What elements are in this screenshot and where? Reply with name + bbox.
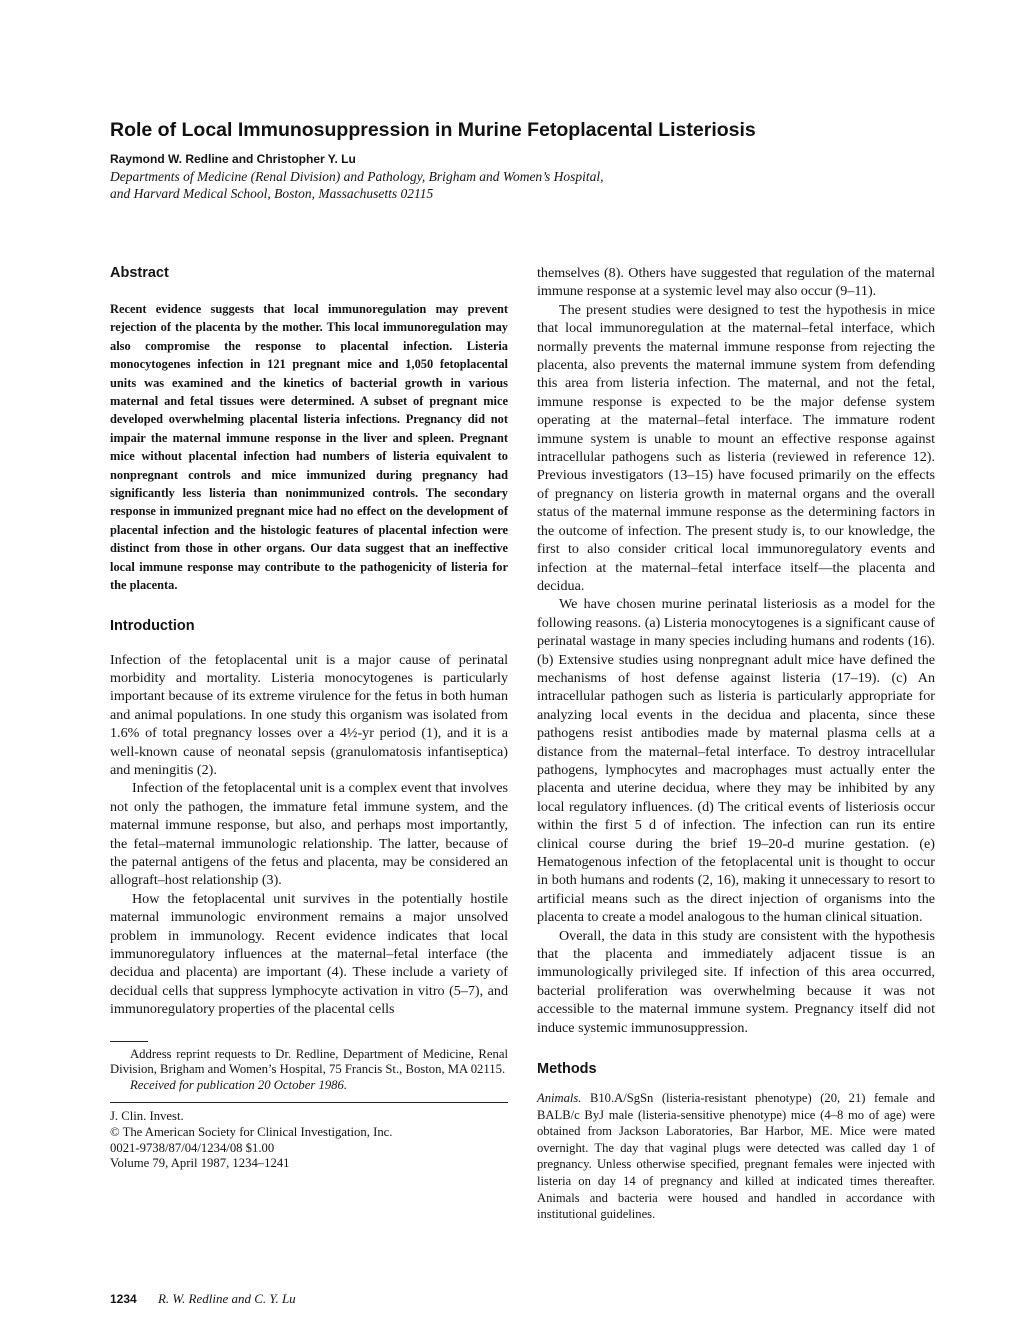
received-note: Received for publication 20 October 1986. [130,1078,348,1093]
article-title: Role of Local Immunosuppression in Murine Fetoplacental Listeriosis [110,119,756,141]
journal-line: J. Clin. Invest. [110,1109,184,1124]
methods-heading: Methods [537,1061,597,1078]
footnotes [110,1041,508,1173]
right-column [537,264,935,1223]
page-footer [110,1291,510,1307]
affiliation-line: and Harvard Medical School, Boston, Massachusetts 02115 [110,186,434,201]
running-authors: R. W. Redline and C. Y. Lu [157,1291,296,1306]
introduction-heading: Introduction [110,617,195,634]
left-column [110,264,508,1172]
body-paragraph: themselves (8). Others have suggested that regulation of the maternal immune response at a systemic level may also occur (9–11). [537,265,935,300]
page-number: 1234 [110,1292,137,1306]
body-paragraph: Overall, the data in this study are consistent with the hypothesis that the placenta and immediately adjacent tissue is an immunologically privileged site. If infection of this area occurred, bacterial proliferation was overwhelming because it was not accessible to the maternal immune system. Pregnancy itself did not induce systemic immunosuppression. [537,927,935,1036]
body-paragraph: The present studies were designed to test the hypothesis in mice that local immunoregulation at the maternal–fetal interface, which normally prevents the maternal immune response from rejecting the placenta, also prevents the maternal immune system from defending this area from listeria infection. The maternal, and not the fetal, immune response is expected to be the major defense system operating at the maternal–fetal interface. The immature rodent immune system is unable to mount an effective response against intracellular pathogens such as listeria (reviewed in reference 12). Previous investigators (13–15) have focused primarily on the effects of pregnancy on listeria growth in maternal organs and the overall status of the maternal immune response as the determining factors in the outcome of infection. The present study is, to our knowledge, the first to also consider critical local immunoregulatory events and infection at the maternal–fetal interface itself—the placenta and decidua. [537,301,935,594]
intro-paragraph: How the fetoplacental unit survives in the potentially hostile maternal immunologic environment remains a major unsolved problem in immunology. Recent evidence indicates that local immunoregulatory influences at the maternal–fetal interface (the decidua and placenta) are important (4). These include a variety of decidual cells that suppress lymphocyte activation in vitro (5–7), and immunoregulatory properties of the placental cells [110,890,508,1018]
reprint-note: Address reprint requests to Dr. Redline, Department of Medicine, Renal Division, Brigham and Women’s Hospital, 75 Francis St., Boston, MA 02115. [110,1046,508,1077]
abstract-heading: Abstract [110,265,169,281]
journal-line: Volume 79, April 1987, 1234–1241 [110,1156,290,1171]
methods-text: B10.A/SgSn (listeria-resistant phenotype) (20, 21) female and BALB/c ByJ male (listeria-sensitive phenotype) mice (4–8 mo of age) were obtained from Jackson Laboratories, Bar Harbor, ME. Mice were mated overnight. The day that vaginal plugs were detected was called day 1 of pregnancy. Unless otherwise specified, pregnant females were injected with listeria on day 14 of pregnancy and killed at indicated times thereafter. Animals and bacteria were housed and handled in accordance with institutional guidelines. [537,1091,935,1222]
methods-lead: Animals. [537,1091,582,1106]
abstract-text: Recent evidence suggests that local immunoregulation may prevent rejection of the placenta by the mother. This local immunoregulation may also compromise the response to placental infection. Listeria monocytogenes infection in 121 pregnant mice and 1,050 fetoplacental units was examined and the kinetics of bacterial growth in various maternal and fetal tissues were determined. A subset of pregnant mice developed overwhelming placental listeria infections. Pregnancy did not impair the maternal immune response in the liver and spleen. Pregnant mice without placental infection had numbers of listeria equivalent to nonpregnant controls and mice immunized during pregnancy had significantly less listeria than nonimmunized controls. The secondary response in immunized pregnant mice had no effect on the development of placental infection and the histologic features of placental infection were distinct from those in other organs. Our data suggest that an ineffective local immune response may contribute to the pathogenicity of listeria for the placenta. [110,302,508,593]
journal-line: 0021-9738/87/04/1234/08 $1.00 [110,1140,275,1155]
intro-paragraph: Infection of the fetoplacental unit is a major cause of perinatal morbidity and mortality. Listeria monocytogenes is particularly important because of its extreme virulence for the fetus in both human and animal populations. In one study this organism was isolated from 1.6% of total pregnancy losses over a 4½-yr period (1), and it is a well-known cause of neonatal sepsis (granulomatosis infantiseptica) and meningitis (2). [110,651,508,778]
journal-line: © The American Society for Clinical Investigation, Inc. [110,1124,393,1139]
methods-paragraph [537,1090,935,1223]
footnote-rule [110,1041,148,1042]
affiliation-line: Departments of Medicine (Renal Division) and Pathology, Brigham and Women’s Hospital, [110,169,604,184]
author-line: Raymond W. Redline and Christopher Y. Lu [110,152,356,166]
affiliation [110,168,910,202]
body-paragraph: We have chosen murine perinatal listeriosis as a model for the following reasons. (a) Listeria monocytogenes is a significant cause of perinatal wastage in many species including humans and rodents (16). (b) Extensive studies using nonpregnant adult mice have defined the mechanisms of host defense against listeria (17–19). (c) An intracellular pathogen such as listeria is particularly appropriate for analyzing local events in the decidua and placenta, since these pathogens resist antibodies made by maternal plasma cells at a distance from the maternal–fetal interface. To destroy intracellular pathogens, lymphocytes and macrophages must actually enter the placenta and uterine decidua, where they may be inhibited by any local regulatory influences. (d) The critical events of listeriosis occur within the first 5 d of infection. The infection can run its entire clinical course during the brief 19–20-d murine gestation. (e) Hematogenous infection of the fetoplacental unit is thought to occur in both humans and rodents (2, 16), making it unnecessary to resort to artificial means such as the direct injection of organisms into the placenta to create a model analogous to the human clinical situation. [537,596,935,926]
journal-rule [110,1102,508,1103]
intro-paragraph: Infection of the fetoplacental unit is a complex event that involves not only the pathogen, the immature fetal immune system, and the maternal immune response, but also, and perhaps most importantly, the fetal–maternal immunologic relationship. The latter, because of the paternal antigens of the fetus and placenta, may be considered an allograft–host relationship (3). [110,780,508,889]
